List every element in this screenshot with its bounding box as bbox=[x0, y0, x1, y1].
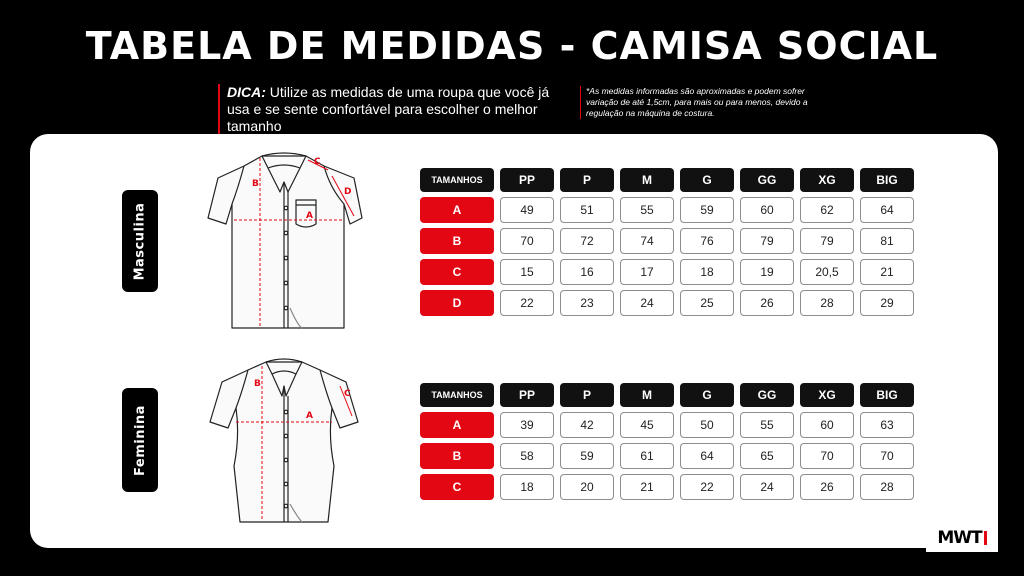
measure-value: 60 bbox=[740, 197, 794, 223]
tip-label: DICA: bbox=[227, 84, 266, 100]
measure-label: C bbox=[420, 474, 494, 500]
mwt-logo: MWT bbox=[926, 524, 998, 552]
measure-value: 60 bbox=[800, 412, 854, 438]
header-size: GG bbox=[740, 168, 794, 192]
diagram-letter-a: A bbox=[306, 211, 313, 221]
measure-value: 74 bbox=[620, 228, 674, 254]
header-tamanhos: TAMANHOS bbox=[420, 383, 494, 407]
measure-value: 55 bbox=[740, 412, 794, 438]
measure-value: 55 bbox=[620, 197, 674, 223]
measure-value: 18 bbox=[680, 259, 734, 285]
header-size: G bbox=[680, 168, 734, 192]
header-size: M bbox=[620, 383, 674, 407]
measure-value: 49 bbox=[500, 197, 554, 223]
measure-value: 24 bbox=[740, 474, 794, 500]
header-tamanhos: TAMANHOS bbox=[420, 168, 494, 192]
header-size: P bbox=[560, 383, 614, 407]
measure-value: 21 bbox=[860, 259, 914, 285]
measure-label: C bbox=[420, 259, 494, 285]
measure-value: 28 bbox=[860, 474, 914, 500]
table-row bbox=[420, 228, 914, 254]
measure-value: 51 bbox=[560, 197, 614, 223]
header-size: PP bbox=[500, 168, 554, 192]
measure-value: 70 bbox=[800, 443, 854, 469]
measure-value: 79 bbox=[800, 228, 854, 254]
table-row bbox=[420, 443, 914, 469]
measure-value: 26 bbox=[800, 474, 854, 500]
table-row bbox=[420, 197, 914, 223]
measure-value: 70 bbox=[500, 228, 554, 254]
measure-value: 26 bbox=[740, 290, 794, 316]
diagram-letter-c: C bbox=[344, 389, 351, 399]
measure-value: 58 bbox=[500, 443, 554, 469]
measure-value: 20 bbox=[560, 474, 614, 500]
measure-value: 64 bbox=[860, 197, 914, 223]
measure-value: 61 bbox=[620, 443, 674, 469]
measure-value: 16 bbox=[560, 259, 614, 285]
section-label-feminina: Feminina bbox=[122, 388, 158, 492]
page-title: TABELA DE MEDIDAS - CAMISA SOCIAL bbox=[85, 24, 939, 68]
measure-value: 62 bbox=[800, 197, 854, 223]
measure-value: 64 bbox=[680, 443, 734, 469]
measure-label: A bbox=[420, 412, 494, 438]
measure-value: 29 bbox=[860, 290, 914, 316]
measure-value: 22 bbox=[680, 474, 734, 500]
women-shirt-diagram bbox=[204, 356, 364, 526]
table-header-row bbox=[420, 168, 914, 192]
diagram-letter-a: A bbox=[306, 411, 313, 421]
section-label-masculina: Masculina bbox=[122, 190, 158, 292]
masculina-size-table bbox=[414, 163, 920, 321]
table-row bbox=[420, 474, 914, 500]
diagram-letter-d: D bbox=[344, 187, 352, 197]
diagram-letter-b: B bbox=[254, 379, 261, 389]
measure-value: 15 bbox=[500, 259, 554, 285]
table-header-row bbox=[420, 383, 914, 407]
measure-value: 24 bbox=[620, 290, 674, 316]
measure-value: 22 bbox=[500, 290, 554, 316]
measure-value: 63 bbox=[860, 412, 914, 438]
measure-value: 70 bbox=[860, 443, 914, 469]
measure-value: 42 bbox=[560, 412, 614, 438]
measure-value: 23 bbox=[560, 290, 614, 316]
header-size: GG bbox=[740, 383, 794, 407]
header-size: BIG bbox=[860, 168, 914, 192]
header-size: G bbox=[680, 383, 734, 407]
feminina-size-table bbox=[414, 378, 920, 505]
measure-label: B bbox=[420, 443, 494, 469]
measure-value: 19 bbox=[740, 259, 794, 285]
measure-value: 45 bbox=[620, 412, 674, 438]
measure-value: 39 bbox=[500, 412, 554, 438]
header-size: PP bbox=[500, 383, 554, 407]
header-size: XG bbox=[800, 383, 854, 407]
measure-value: 17 bbox=[620, 259, 674, 285]
tip-body: Utilize as medidas de uma roupa que você já usa e se sente confortável para escolher o melhor tamanho bbox=[227, 84, 550, 134]
measure-value: 18 bbox=[500, 474, 554, 500]
measure-value: 25 bbox=[680, 290, 734, 316]
measure-value: 21 bbox=[620, 474, 674, 500]
diagram-letter-b: B bbox=[252, 179, 259, 189]
measure-value: 72 bbox=[560, 228, 614, 254]
measure-label: A bbox=[420, 197, 494, 223]
table-row bbox=[420, 412, 914, 438]
measure-value: 76 bbox=[680, 228, 734, 254]
measure-value: 28 bbox=[800, 290, 854, 316]
header-size: M bbox=[620, 168, 674, 192]
measure-value: 59 bbox=[560, 443, 614, 469]
tip-text bbox=[218, 84, 567, 135]
measure-label: D bbox=[420, 290, 494, 316]
men-shirt-diagram bbox=[204, 148, 364, 333]
diagram-letter-c: C bbox=[314, 157, 321, 167]
measure-value: 20,5 bbox=[800, 259, 854, 285]
measure-value: 65 bbox=[740, 443, 794, 469]
logo-accent-bar bbox=[984, 531, 987, 545]
header-size: XG bbox=[800, 168, 854, 192]
measure-value: 50 bbox=[680, 412, 734, 438]
table-row bbox=[420, 259, 914, 285]
measure-value: 59 bbox=[680, 197, 734, 223]
measure-value: 79 bbox=[740, 228, 794, 254]
table-row bbox=[420, 290, 914, 316]
measure-value: 81 bbox=[860, 228, 914, 254]
header-size: P bbox=[560, 168, 614, 192]
measure-label: B bbox=[420, 228, 494, 254]
header-size: BIG bbox=[860, 383, 914, 407]
disclaimer-note: *As medidas informadas são aproximadas e podem sofrer variação de até 1,5cm, para mais ou para menos, devido a regulação na máquina de costura. bbox=[580, 86, 816, 119]
